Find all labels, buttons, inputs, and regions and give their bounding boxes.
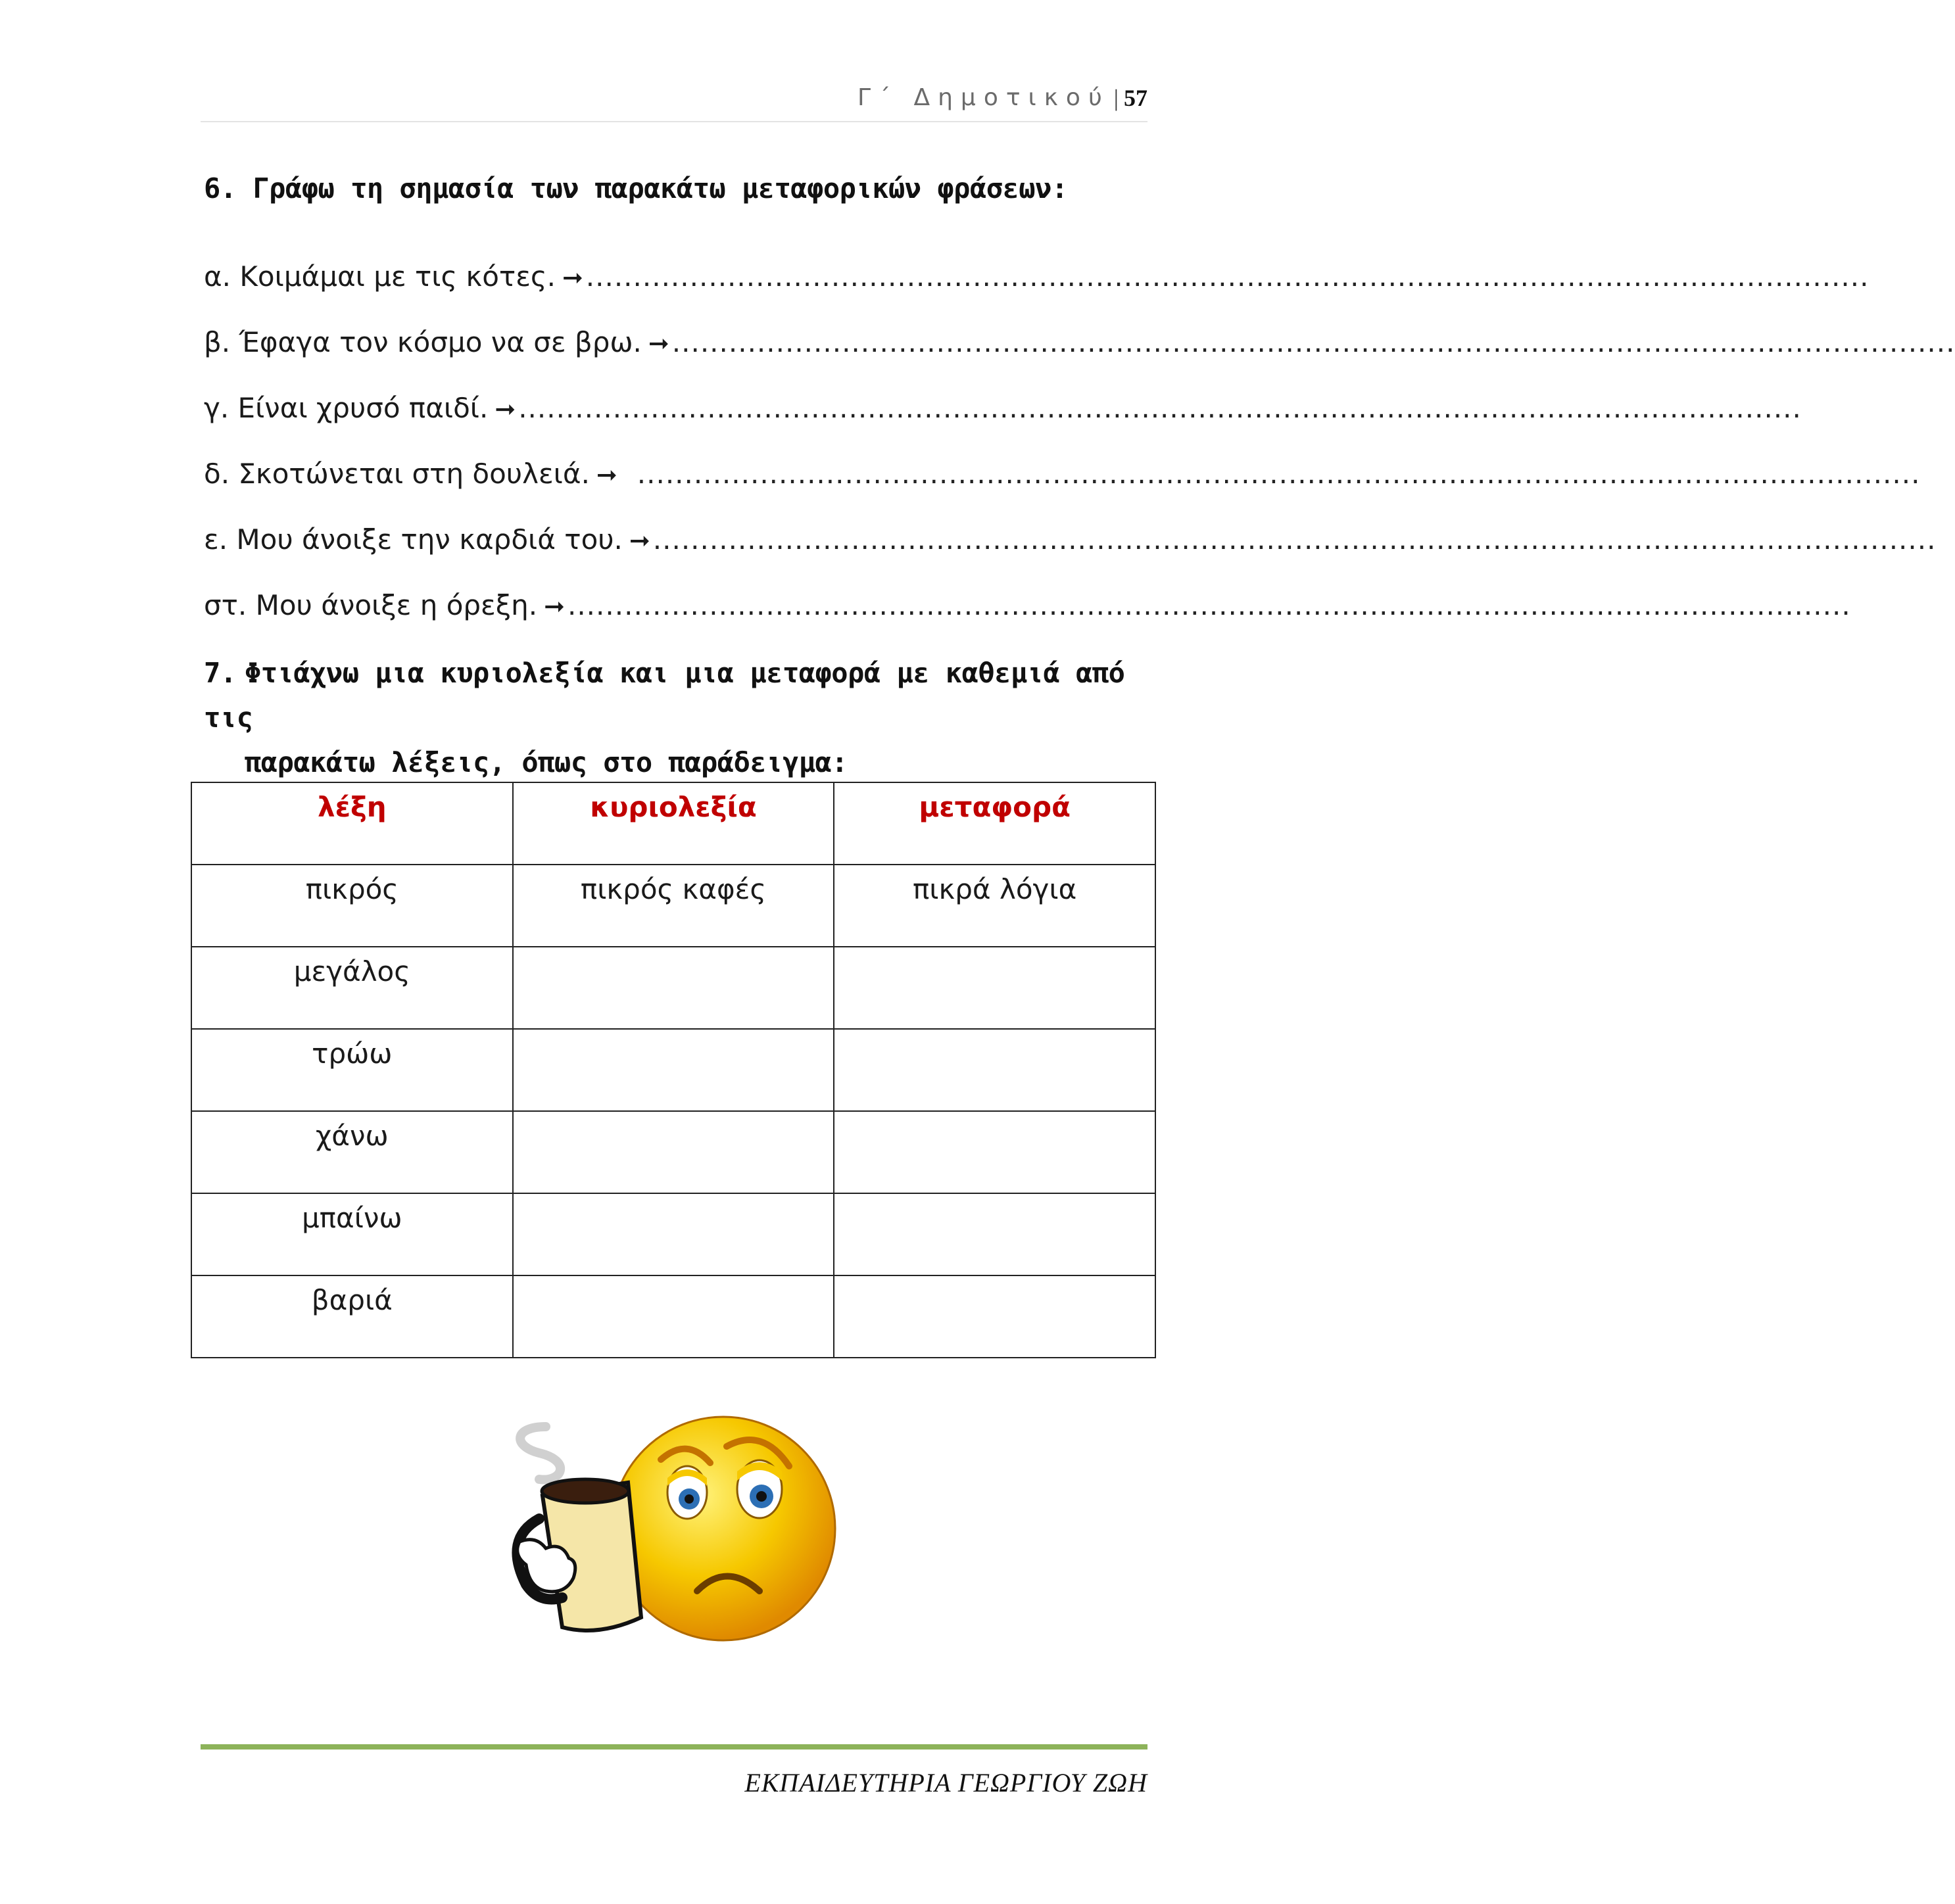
- tired-emoji-coffee-icon: [500, 1400, 842, 1663]
- answer-line[interactable]: ........................................................................................................................................: [637, 458, 1921, 490]
- answer-line[interactable]: ........................................................................................................................................: [567, 589, 1851, 621]
- answer-line[interactable]: ........................................................................................................................................: [652, 523, 1937, 556]
- cell-literal[interactable]: [513, 1111, 834, 1193]
- header-word: λέξη: [191, 782, 513, 865]
- word-table: [191, 782, 1156, 1358]
- exercise-7-number: 7.: [204, 657, 237, 689]
- exercise-6-title: 6. Γράφω τη σημασία των παρακάτω μεταφορικών φράσεων:: [204, 172, 1068, 204]
- sentence-text: δ. Σκοτώνεται στη δουλειά.: [204, 458, 590, 490]
- sentence-text: β. Έφαγα τον κόσμο να σε βρω.: [204, 326, 642, 358]
- cell-metaphor: πικρά λόγια: [834, 865, 1155, 947]
- cell-metaphor[interactable]: [834, 1193, 1155, 1275]
- exercise-7-title-line1: Φτιάχνω μια κυριολεξία και μια μεταφορά με καθεμιά από τις: [204, 657, 1125, 734]
- steam-icon: [520, 1427, 560, 1480]
- list-item: [204, 458, 1921, 490]
- cell-literal: πικρός καφές: [513, 865, 834, 947]
- arrow-right-icon: ➞: [629, 526, 650, 555]
- cell-word: βαριά: [191, 1275, 513, 1358]
- page-number: 57: [1124, 85, 1147, 111]
- cell-metaphor[interactable]: [834, 947, 1155, 1029]
- list-item: [204, 392, 1802, 424]
- cell-metaphor[interactable]: [834, 1111, 1155, 1193]
- answer-line[interactable]: ........................................................................................................................................: [671, 326, 1955, 358]
- cell-literal[interactable]: [513, 1029, 834, 1111]
- sentence-text: στ. Μου άνοιξε η όρεξη.: [204, 589, 538, 621]
- table-row: [191, 865, 1155, 947]
- sentence-text: α. Κοιμάμαι με τις κότες.: [204, 260, 556, 293]
- cell-word: χάνω: [191, 1111, 513, 1193]
- answer-line[interactable]: ........................................................................................................................................: [585, 260, 1870, 293]
- cell-word: πικρός: [191, 865, 513, 947]
- table-row: [191, 1275, 1155, 1358]
- exercise-7-title: [204, 651, 1151, 785]
- list-item: [204, 326, 1955, 358]
- emoji-face: [612, 1417, 835, 1640]
- footer-divider: [201, 1744, 1147, 1749]
- cell-metaphor[interactable]: [834, 1275, 1155, 1358]
- header-title: Γ΄ Δημοτικού: [857, 84, 1110, 111]
- arrow-right-icon: ➞: [544, 592, 565, 621]
- arrow-right-icon: ➞: [596, 460, 617, 489]
- cell-word: τρώω: [191, 1029, 513, 1111]
- sentence-text: ε. Μου άνοιξε την καρδιά του.: [204, 523, 623, 556]
- cell-metaphor[interactable]: [834, 1029, 1155, 1111]
- cell-word: μπαίνω: [191, 1193, 513, 1275]
- cell-literal[interactable]: [513, 947, 834, 1029]
- table-row: [191, 1111, 1155, 1193]
- list-item: [204, 523, 1937, 556]
- table-row: [191, 1029, 1155, 1111]
- answer-line[interactable]: ........................................................................................................................................: [518, 392, 1802, 424]
- list-item: [204, 589, 1851, 621]
- table-header-row: [191, 782, 1155, 865]
- arrow-right-icon: ➞: [648, 329, 669, 358]
- header-literal: κυριολεξία: [513, 782, 834, 865]
- arrow-right-icon: ➞: [495, 394, 516, 423]
- page-header: [201, 84, 1147, 122]
- exercise-7-title-line2: παρακάτω λέξεις, όπως στο παράδειγμα:: [245, 746, 848, 778]
- cell-word: μεγάλος: [191, 947, 513, 1029]
- arrow-right-icon: ➞: [562, 263, 583, 292]
- table-row: [191, 947, 1155, 1029]
- list-item: [204, 260, 1870, 293]
- header-metaphor: μεταφορά: [834, 782, 1155, 865]
- table-row: [191, 1193, 1155, 1275]
- footer-text: ΕΚΠΑΙΔΕΥΤΗΡΙΑ ΓΕΩΡΓΙΟΥ ΖΩΗ: [744, 1768, 1147, 1797]
- cell-literal[interactable]: [513, 1193, 834, 1275]
- sentence-text: γ. Είναι χρυσό παιδί.: [204, 392, 489, 424]
- header-separator: |: [1113, 85, 1119, 111]
- cell-literal[interactable]: [513, 1275, 834, 1358]
